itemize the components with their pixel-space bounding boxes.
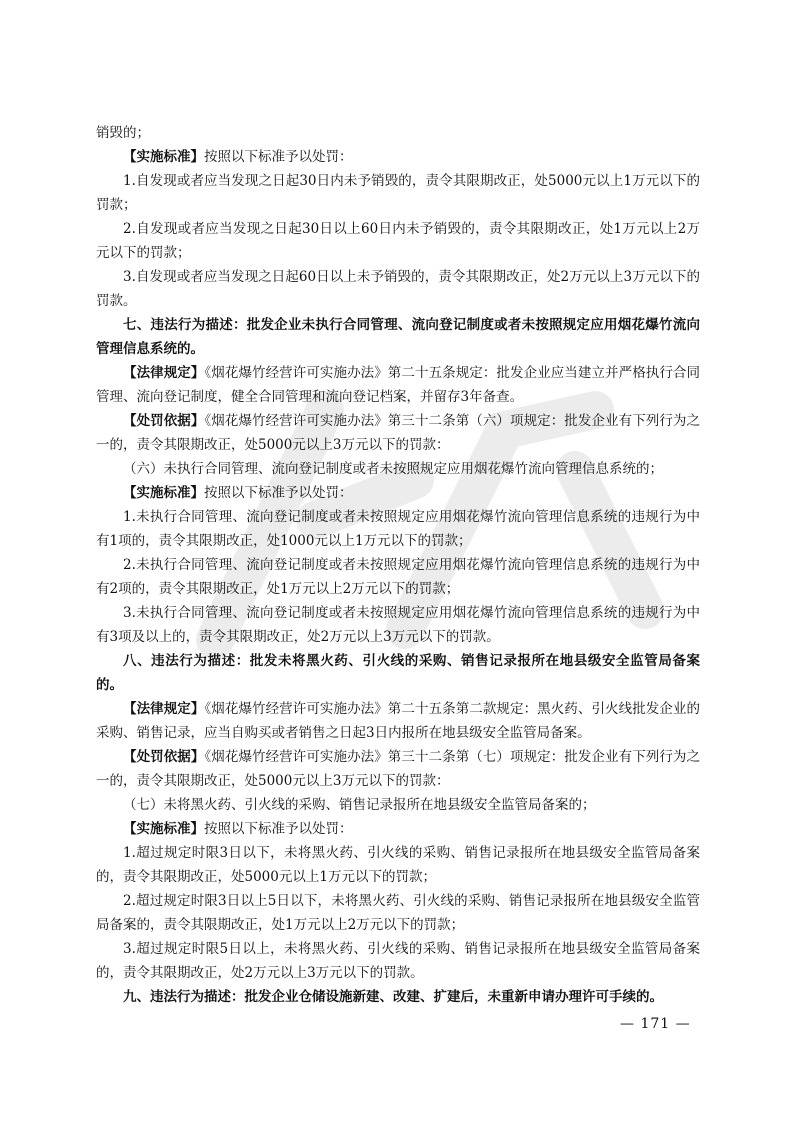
- label-penalty-basis: 【处罚依据】: [123, 413, 205, 429]
- section-heading: 九、违法行为描述：批发企业仓储设施新建、改建、扩建后，未重新申请办理许可手续的。: [123, 989, 663, 1005]
- section-heading: 七、违法行为描述：批发企业未执行合同管理、流向登记制度或者未按照规定应用烟花爆竹流向管理信息系统的。: [96, 317, 700, 357]
- paragraph: 【处罚依据】《烟花爆竹经营许可实施办法》第三十二条第（七）项规定：批发企业有下列行为之一的，责令其限期改正，处5000元以上3万元以下的罚款：: [96, 749, 701, 789]
- paragraph: 【法律规定】《烟花爆竹经营许可实施办法》第二十五条规定：批发企业应当建立并严格执行合同管理、流向登记制度，健全合同管理和流向登记档案，并留存3年备查。: [96, 365, 701, 405]
- label-legal-provision: 【法律规定】: [123, 701, 205, 717]
- paragraph: 销毁的；: [96, 125, 150, 141]
- page-number: — 171 —: [620, 1016, 691, 1032]
- label-implementation-standard: 【实施标准】: [123, 821, 204, 837]
- paragraph: 【实施标准】按照以下标准予以处罚：: [123, 485, 353, 501]
- paragraph: 1.超过规定时限3日以下，未将黑火药、引火线的采购、销售记录报所在地县级安全监管局备案的，责令其限期改正，处5000元以上1万元以下的罚款；: [96, 845, 700, 885]
- label-penalty-basis: 【处罚依据】: [123, 749, 205, 765]
- paragraph: 1.自发现或者应当发现之日起30日内未予销毁的，责令其限期改正，处5000元以上1万元以下的罚款；: [96, 173, 700, 213]
- paragraph: 3.未执行合同管理、流向登记制度或者未按照规定应用烟花爆竹流向管理信息系统的违规行为中有3项及以上的，责令其限期改正，处2万元以上3万元以下的罚款。: [96, 605, 700, 645]
- label-implementation-standard: 【实施标准】: [123, 149, 204, 165]
- paragraph: 2.未执行合同管理、流向登记制度或者未按照规定应用烟花爆竹流向管理信息系统的违规行为中有2项的，责令其限期改正，处1万元以上2万元以下的罚款；: [96, 557, 700, 597]
- paragraph: 【实施标准】按照以下标准予以处罚：: [123, 821, 353, 837]
- paragraph: 2.自发现或者应当发现之日起30日以上60日内未予销毁的，责令其限期改正，处1万元以上2万元以下的罚款；: [96, 221, 700, 261]
- paragraph: （六）未执行合同管理、流向登记制度或者未按照规定应用烟花爆竹流向管理信息系统的；: [123, 461, 663, 477]
- label-implementation-standard: 【实施标准】: [123, 485, 204, 501]
- paragraph: 【实施标准】按照以下标准予以处罚：: [123, 149, 353, 165]
- paragraph: （七）未将黑火药、引火线的采购、销售记录报所在地县级安全监管局备案的；: [123, 797, 596, 813]
- paragraph: 2.超过规定时限3日以上5日以下，未将黑火药、引火线的采购、销售记录报所在地县级安全监管局备案的，责令其限期改正，处1万元以上2万元以下的罚款；: [96, 893, 700, 933]
- paragraph: 【法律规定】《烟花爆竹经营许可实施办法》第二十五条第二款规定：黑火药、引火线批发企业的采购、销售记录，应当自购买或者销售之日起3日内报所在地县级安全监管局备案。: [96, 701, 701, 741]
- paragraph: 【处罚依据】《烟花爆竹经营许可实施办法》第三十二条第（六）项规定：批发企业有下列行为之一的，责令其限期改正，处5000元以上3万元以下的罚款：: [96, 413, 701, 453]
- section-heading: 八、违法行为描述：批发未将黑火药、引火线的采购、销售记录报所在地县级安全监管局备案的。: [96, 653, 700, 693]
- paragraph: 3.超过规定时限5日以上，未将黑火药、引火线的采购、销售记录报所在地县级安全监管局备案的，责令其限期改正，处2万元以上3万元以下的罚款。: [96, 941, 700, 981]
- paragraph: 1.未执行合同管理、流向登记制度或者未按照规定应用烟花爆竹流向管理信息系统的违规行为中有1项的，责令其限期改正，处1000元以上1万元以下的罚款；: [96, 509, 700, 549]
- paragraph: 3.自发现或者应当发现之日起60日以上未予销毁的，责令其限期改正，处2万元以上3万元以下的罚款。: [96, 269, 700, 309]
- document-body: [96, 121, 700, 1009]
- label-legal-provision: 【法律规定】: [123, 365, 205, 381]
